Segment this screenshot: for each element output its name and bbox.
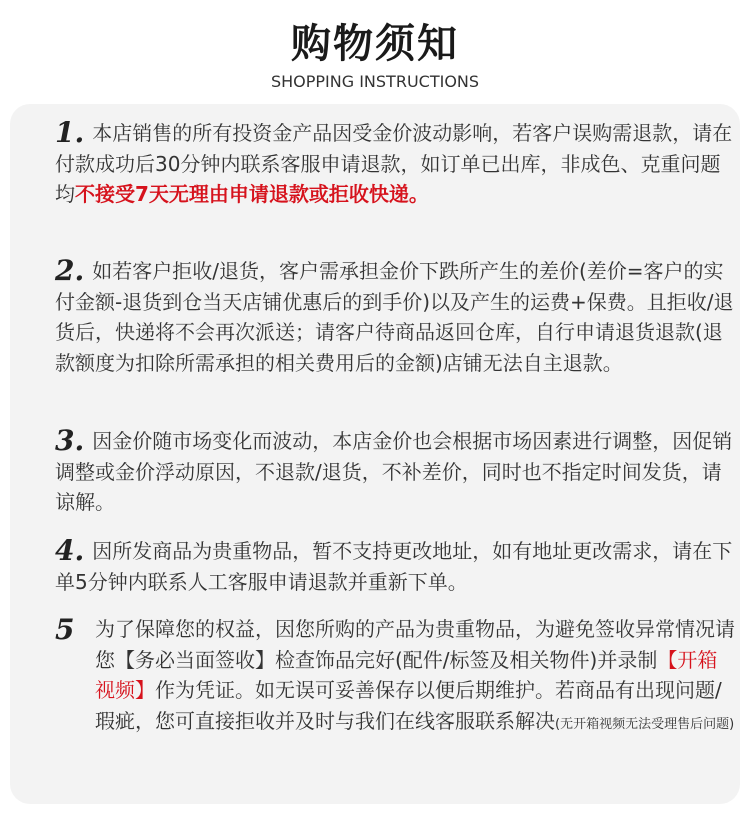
- item-text: 如若客户拒收/退货，客户需承担金价下跌所产生的差价(差价=客户的实付金额-退货到仓当天店铺优惠后的到手价)以及产生的运费+保费。且拒收/退货后，快递将不会再次派送；请客户待商品返回仓库，自行申请退货退款(退款额度为扣除所需承担的相关费用后的金额)店铺无法自主退款。: [55, 259, 734, 375]
- instruction-item-4: [55, 536, 735, 597]
- item-text: 为了保障您的权益，因您所购的产品为贵重物品，为避免签收异常情况请您【务必当面签收】检查饰品完好(配件/标签及相关物件)并录制: [95, 617, 735, 672]
- page-header: [0, 0, 750, 100]
- item-number: 2.: [55, 254, 85, 287]
- page-title: 购物须知: [291, 21, 459, 67]
- item-text: 本店销售的所有投资金产品因受金价波动影响，若客户误购需退款，请在付款成功后30分钟内联系客服申请退款，如订单已出库，非成色、克重问题均: [55, 121, 733, 206]
- instruction-item-1: [55, 118, 735, 210]
- item-text-continued: 作为凭证。如无误可妥善保存以便后期维护。若商品有出现问题/瑕疵，您可直接拒收并及时与我们在线客服联系解决: [95, 678, 722, 733]
- item-body: [95, 614, 735, 740]
- item-number: 3.: [55, 424, 85, 457]
- item-note: (无开箱视频无法受理售后问题): [555, 716, 735, 732]
- item-number: 4.: [55, 534, 85, 567]
- item-highlight-text: 不接受7天无理由申请退款或拒收快递。: [75, 182, 429, 206]
- page-subtitle: SHOPPING INSTRUCTIONS: [270, 72, 480, 91]
- item-highlight-text: 【开箱视频】: [95, 647, 718, 702]
- item-number: 5: [55, 613, 75, 646]
- instruction-item-2: [55, 256, 735, 378]
- instruction-item-3: [55, 426, 735, 518]
- item-text: 因所发商品为贵重物品，暂不支持更改地址，如有地址更改需求，请在下单5分钟内联系人工客服申请退款并重新下单。: [55, 539, 733, 594]
- item-text: 因金价随市场变化而波动，本店金价也会根据市场因素进行调整，因促销调整或金价浮动原因，不退款/退货，不补差价，同时也不指定时间发货，请谅解。: [55, 429, 733, 514]
- item-number: 1.: [55, 116, 85, 149]
- instruction-item-5: [55, 614, 735, 740]
